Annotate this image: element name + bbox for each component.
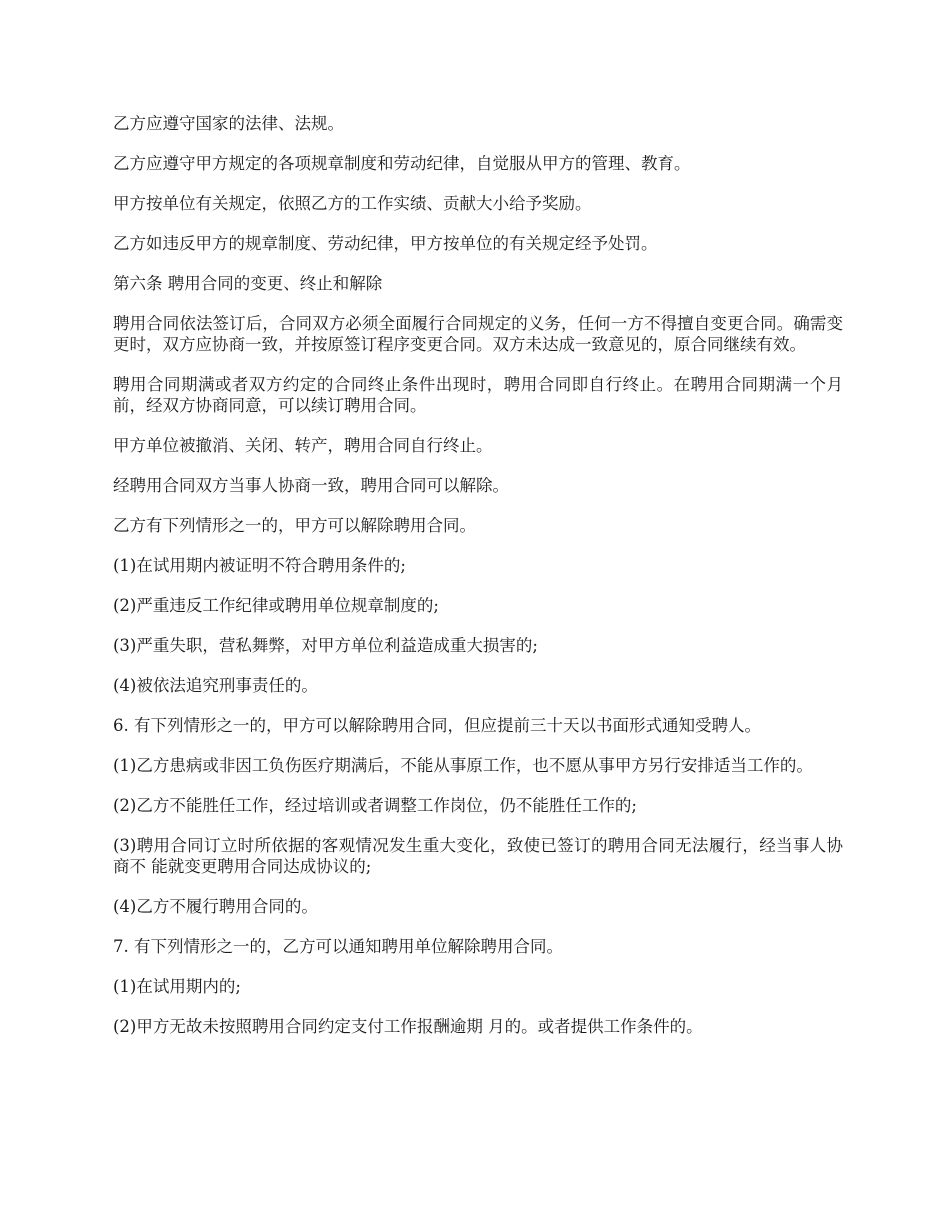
list-item: (4)被依法追究刑事责任的。	[113, 676, 318, 695]
list-item: (3)严重失职，营私舞弊，对甲方单位利益造成重大损害的;	[113, 636, 538, 655]
list-item: (2)乙方不能胜任工作，经过培训或者调整工作岗位，仍不能胜任工作的;	[113, 796, 637, 815]
paragraph: 7. 有下列情形之一的，乙方可以通知聘用单位解除聘用合同。	[113, 937, 563, 956]
paragraph: 聘用合同期满或者双方约定的合同终止条件出现时，聘用合同即自行终止。在聘用合同期满一个月前，经双方协商同意，可以续订聘用合同。	[113, 375, 843, 415]
paragraph: 乙方有下列情形之一的，甲方可以解除聘用合同。	[113, 516, 476, 535]
list-item: (1)在试用期内的;	[113, 977, 241, 996]
document-body	[113, 113, 843, 1056]
list-item: (2)甲方无故未按照聘用合同约定支付工作报酬逾期 月的。或者提供工作条件的。	[113, 1017, 703, 1036]
paragraph: 乙方应遵守甲方规定的各项规章制度和劳动纪律，自觉服从甲方的管理、教育。	[113, 154, 691, 173]
paragraph: 聘用合同依法签订后，合同双方必须全面履行合同规定的义务，任何一方不得擅自变更合同。确需变更时，双方应协商一致，并按原签订程序变更合同。双方未达成一致意见的，原合同继续有效。	[113, 314, 843, 354]
paragraph: 乙方如违反甲方的规章制度、劳动纪律，甲方按单位的有关规定经予处罚。	[113, 234, 658, 253]
list-item: (1)乙方患病或非因工负伤医疗期满后，不能从事原工作，也不愿从事甲方另行安排适当工作的。	[113, 756, 813, 775]
paragraph: 乙方应遵守国家的法律、法规。	[113, 114, 344, 133]
list-item: (4)乙方不履行聘用合同的。	[113, 897, 318, 916]
section-heading: 第六条 聘用合同的变更、终止和解除	[113, 274, 383, 293]
list-item: (1)在试用期内被证明不符合聘用条件的;	[113, 556, 406, 575]
paragraph: 经聘用合同双方当事人协商一致，聘用合同可以解除。	[113, 476, 509, 495]
paragraph: 甲方单位被撤消、关闭、转产，聘用合同自行终止。	[113, 436, 493, 455]
paragraph: 甲方按单位有关规定，依照乙方的工作实绩、贡献大小给予奖励。	[113, 194, 592, 213]
list-item: (2)严重违反工作纪律或聘用单位规章制度的;	[113, 596, 439, 615]
list-item: (3)聘用合同订立时所依据的客观情况发生重大变化，致使已签订的聘用合同无法履行，经当事人协商不 能就变更聘用合同达成协议的;	[113, 836, 843, 876]
paragraph: 6. 有下列情形之一的，甲方可以解除聘用合同，但应提前三十天以书面形式通知受聘人。	[113, 716, 761, 735]
